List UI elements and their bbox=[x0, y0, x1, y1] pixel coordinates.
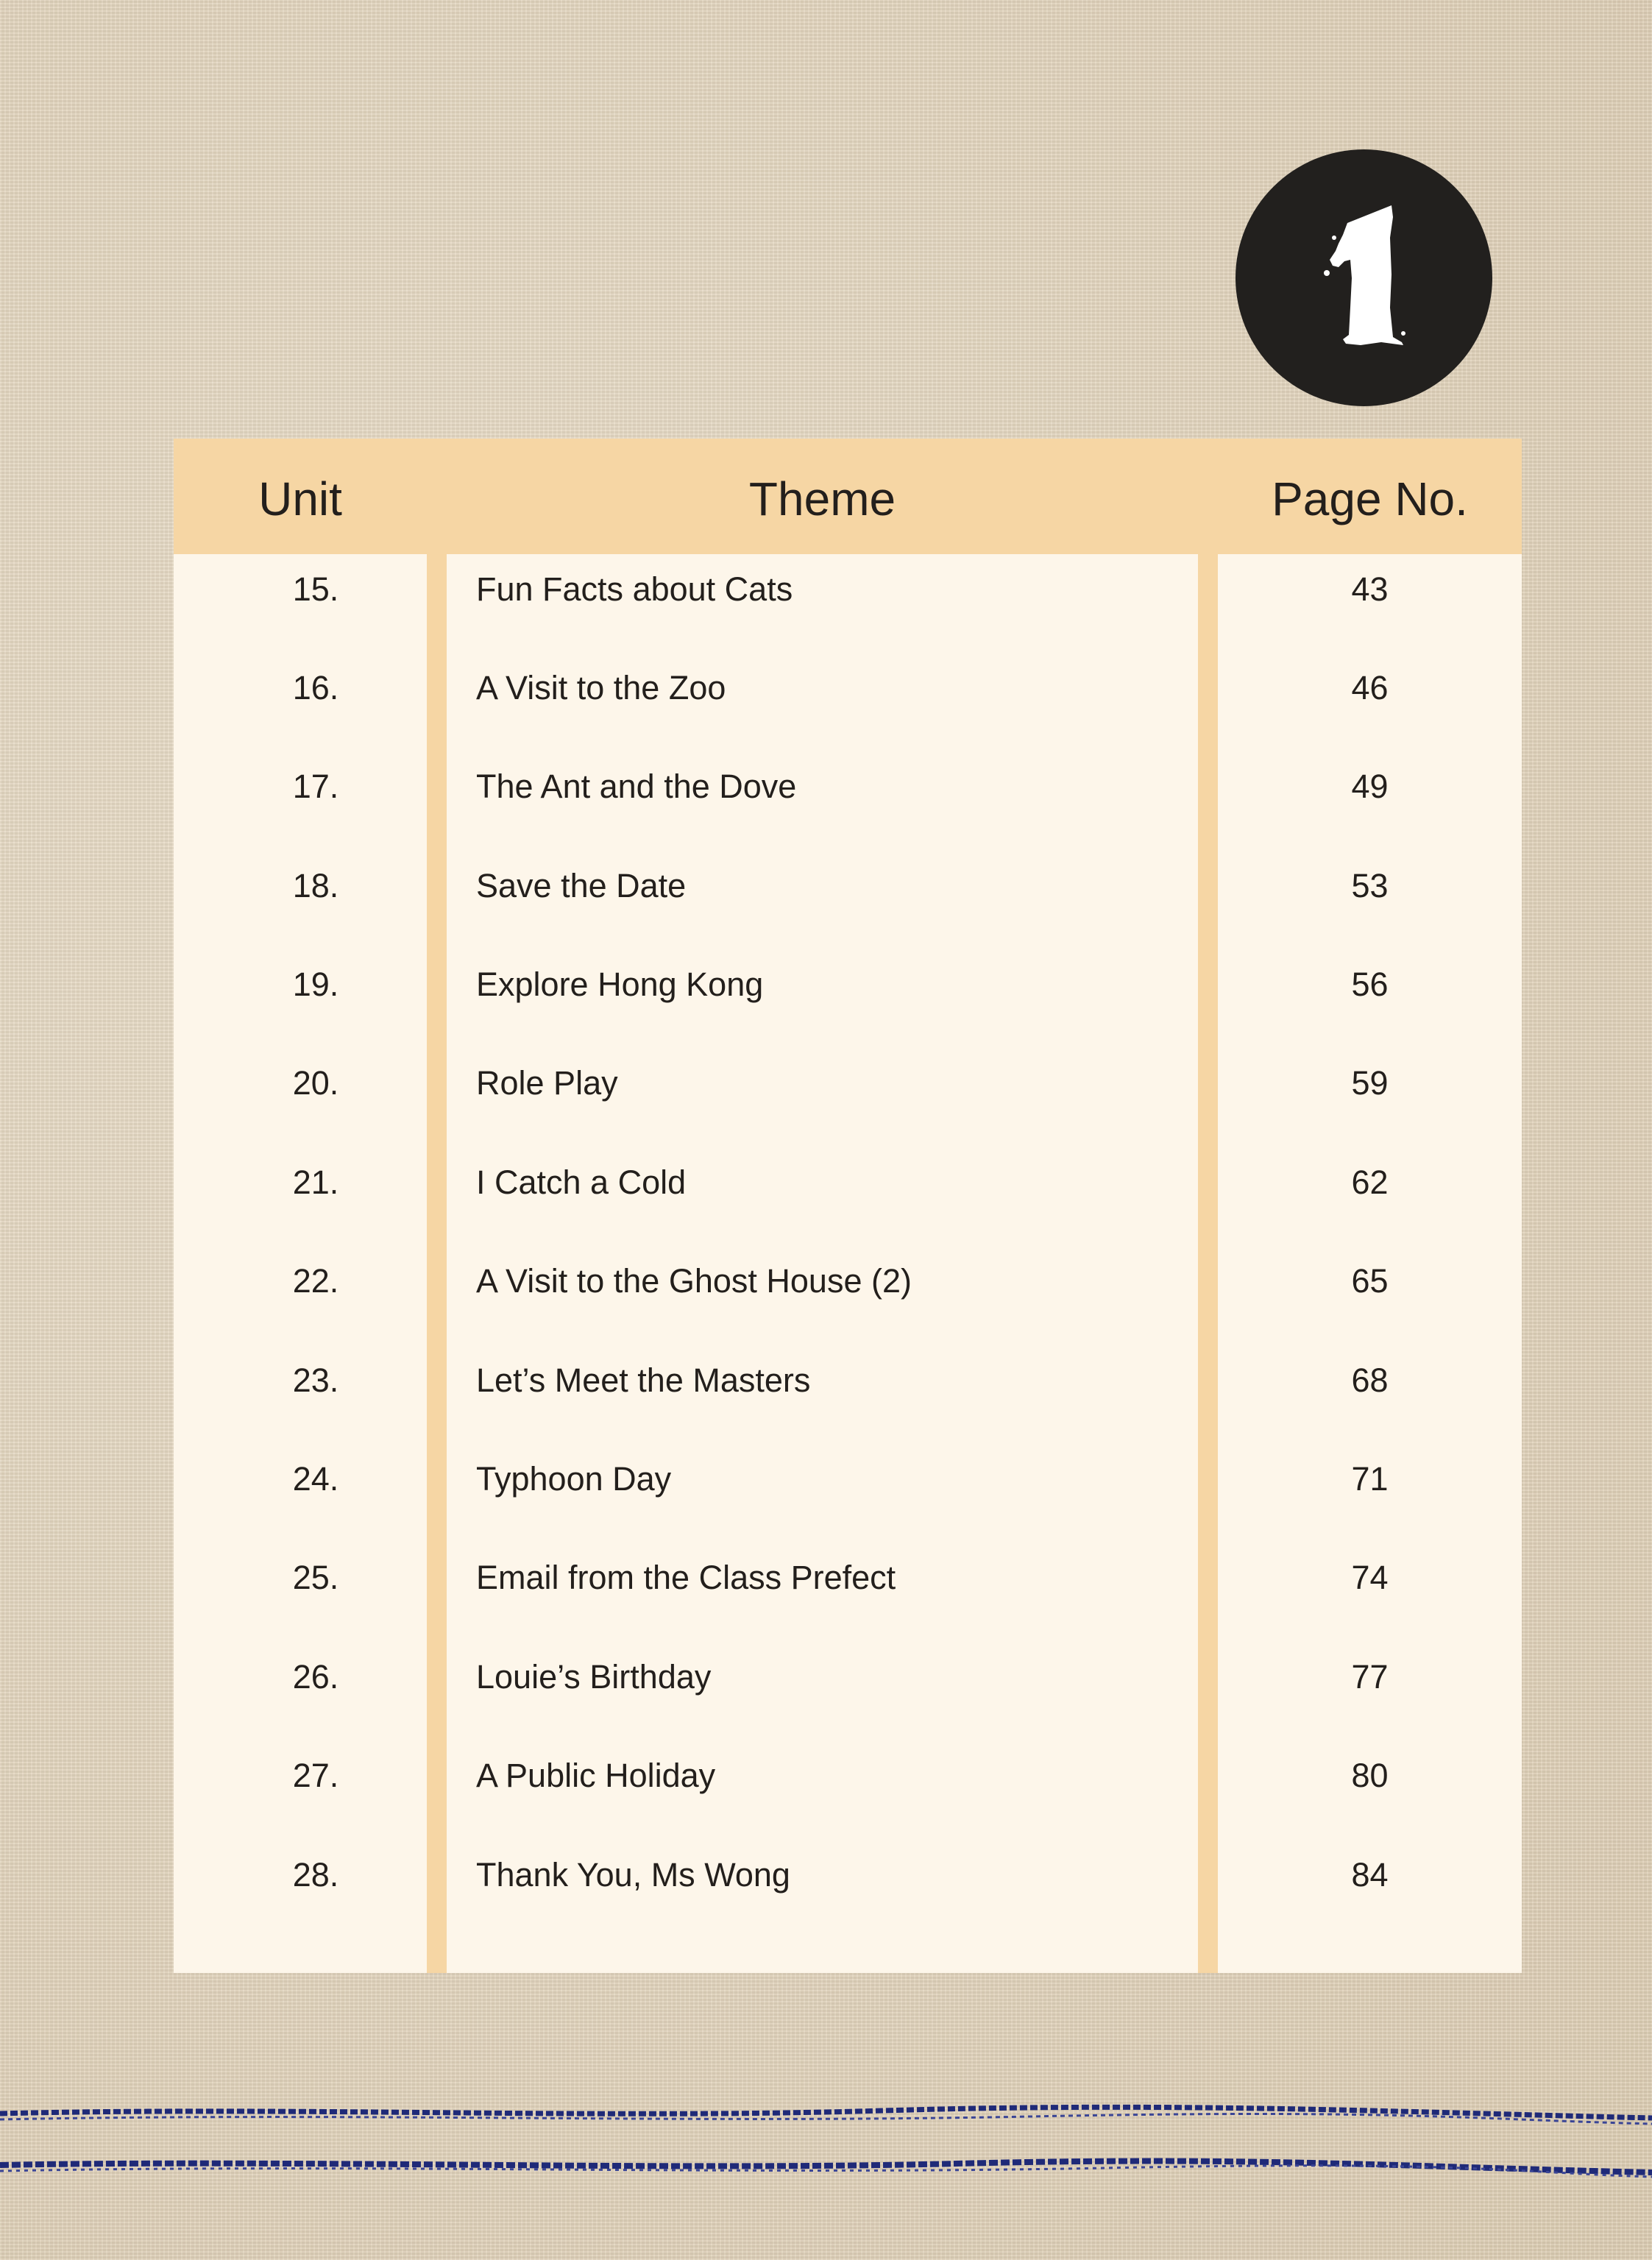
theme-title: Email from the Class Prefect bbox=[476, 1559, 896, 1596]
table-row bbox=[174, 955, 1522, 1054]
unit-number: 18. bbox=[292, 867, 339, 904]
theme-title: Let’s Meet the Masters bbox=[476, 1361, 811, 1399]
table-row bbox=[174, 1351, 1522, 1450]
page-number: 59 bbox=[1351, 1064, 1389, 1102]
table-row bbox=[174, 659, 1522, 757]
page-number: 43 bbox=[1351, 570, 1389, 608]
theme-title: Explore Hong Kong bbox=[476, 966, 764, 1003]
unit-number: 21. bbox=[292, 1163, 339, 1201]
table-row bbox=[174, 1450, 1522, 1548]
unit-number: 16. bbox=[292, 669, 339, 706]
unit-number: 27. bbox=[292, 1757, 339, 1794]
unit-number: 15. bbox=[292, 570, 339, 608]
woven-blue-stripes bbox=[0, 2090, 1652, 2186]
table-row bbox=[174, 1648, 1522, 1746]
unit-number: 25. bbox=[292, 1559, 339, 1596]
page-number: 53 bbox=[1351, 867, 1389, 904]
theme-title: A Public Holiday bbox=[476, 1757, 716, 1794]
unit-number: 26. bbox=[292, 1658, 339, 1696]
theme-title: A Visit to the Ghost House (2) bbox=[476, 1262, 912, 1300]
page-number: 56 bbox=[1351, 966, 1389, 1003]
theme-title: Typhoon Day bbox=[476, 1460, 672, 1498]
page-no-column-header: Page No. bbox=[1272, 472, 1468, 525]
unit-number: 20. bbox=[292, 1064, 339, 1102]
table-row bbox=[174, 1548, 1522, 1647]
page-number: 84 bbox=[1351, 1856, 1389, 1894]
theme-title: Thank You, Ms Wong bbox=[476, 1856, 790, 1894]
table-row bbox=[174, 560, 1522, 659]
table-row bbox=[174, 757, 1522, 856]
table-of-contents bbox=[174, 439, 1522, 1973]
number-one-badge-icon bbox=[1236, 149, 1492, 406]
theme-title: Louie’s Birthday bbox=[476, 1658, 712, 1696]
table-row bbox=[174, 1746, 1522, 1845]
page-number: 80 bbox=[1351, 1757, 1389, 1794]
page-number: 46 bbox=[1351, 669, 1389, 706]
table-header bbox=[174, 439, 1522, 554]
unit-number: 19. bbox=[292, 966, 339, 1003]
table-row bbox=[174, 1846, 1522, 1944]
unit-number: 17. bbox=[292, 768, 339, 805]
unit-number: 23. bbox=[292, 1361, 339, 1399]
page-number: 65 bbox=[1351, 1262, 1389, 1300]
theme-title: Fun Facts about Cats bbox=[476, 570, 793, 608]
theme-title: Role Play bbox=[476, 1064, 618, 1102]
table-row bbox=[174, 857, 1522, 955]
table-row bbox=[174, 1054, 1522, 1152]
theme-title: A Visit to the Zoo bbox=[476, 669, 726, 706]
unit-number-badge bbox=[1236, 149, 1492, 406]
page-number: 49 bbox=[1351, 768, 1389, 805]
unit-number: 24. bbox=[292, 1460, 339, 1498]
table-row bbox=[174, 1153, 1522, 1252]
theme-title: I Catch a Cold bbox=[476, 1163, 687, 1201]
unit-number: 28. bbox=[292, 1856, 339, 1894]
theme-title: Save the Date bbox=[476, 867, 687, 904]
page-number: 74 bbox=[1351, 1559, 1389, 1596]
theme-title: The Ant and the Dove bbox=[476, 768, 797, 805]
page-number: 62 bbox=[1351, 1163, 1389, 1201]
page-number: 77 bbox=[1351, 1658, 1389, 1696]
table-row bbox=[174, 1252, 1522, 1350]
page-number: 71 bbox=[1351, 1460, 1389, 1498]
page-number: 68 bbox=[1351, 1361, 1389, 1399]
unit-number: 22. bbox=[292, 1262, 339, 1300]
unit-column-header: Unit bbox=[258, 472, 342, 525]
theme-column-header: Theme bbox=[748, 472, 896, 525]
